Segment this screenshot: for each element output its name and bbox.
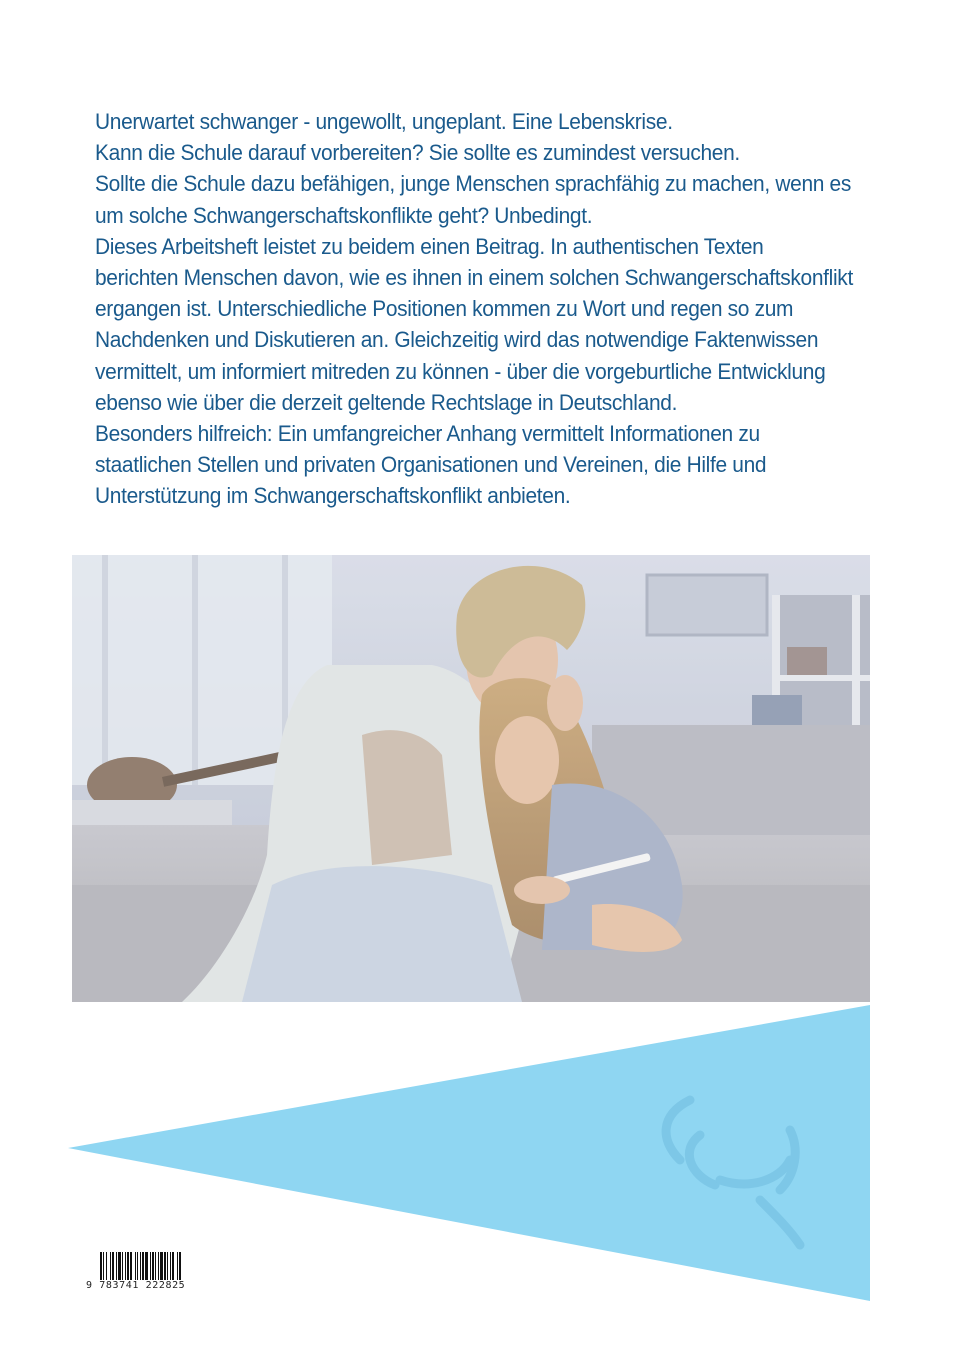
blurb-line: ebenso wie über die derzeit geltende Rechtslage in Deutschland.	[95, 389, 678, 415]
blurb-line: Besonders hilfreich: Ein umfangreicher Anhang vermittelt Informationen zu	[95, 421, 760, 447]
blurb-line: berichten Menschen davon, wie es ihnen in einem solchen Schwangerschaftskonflikt	[95, 265, 853, 291]
blurb-line: Unerwartet schwanger - ungewollt, ungeplant. Eine Lebenskrise.	[95, 109, 673, 134]
blurb-line: Nachdenken und Diskutieren an. Gleichzeitig wird das notwendige Faktenwissen	[95, 327, 819, 353]
blurb-line: Dieses Arbeitsheft leistet zu beidem einen Beitrag. In authentischen Texten	[95, 233, 764, 259]
back-cover-blurb	[95, 106, 853, 512]
blurb-line: ergangen ist. Unterschiedliche Positionen kommen zu Wort und regen so zum	[95, 296, 794, 322]
blurb-line: Sollte die Schule dazu befähigen, junge Menschen sprachfähig zu machen, wenn es	[95, 171, 852, 197]
blurb-line: Kann die Schule darauf vorbereiten? Sie sollte es zumindest versuchen.	[95, 140, 740, 166]
cover-photo	[72, 555, 870, 1002]
blurb-line: staatlichen Stellen und privaten Organisationen und Vereinen, die Hilfe und	[95, 452, 767, 478]
blurb-line: vermittelt, um informiert mitreden zu können - über die vorgeburtliche Entwicklung	[95, 358, 826, 384]
blurb-line: um solche Schwangerschaftskonflikte geht? Unbedingt.	[95, 202, 593, 228]
blurb-line: Unterstützung im Schwangerschaftskonflikt anbieten.	[95, 483, 571, 509]
isbn-digits: 9 783741 222825	[86, 1280, 186, 1291]
